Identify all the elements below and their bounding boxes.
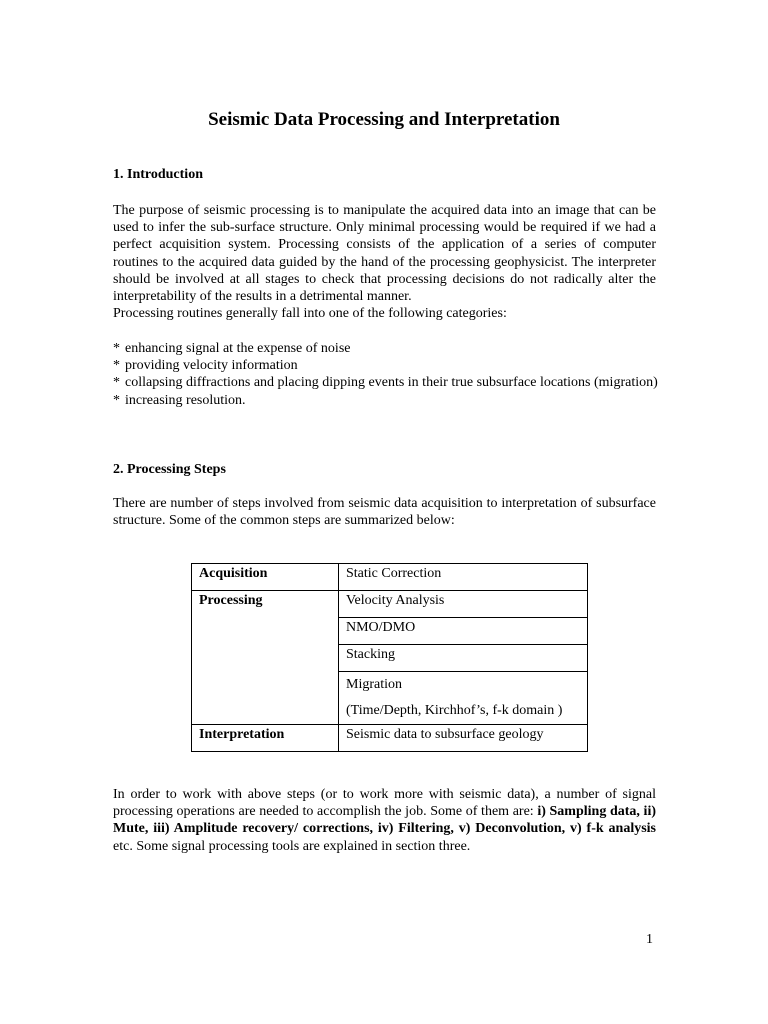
- category-list: [113, 340, 673, 409]
- processing-steps-intro: There are number of steps involved from seismic data acquisition to interpretation of subsurface structure. Some of the common steps are summarized below:: [113, 496, 656, 529]
- step-stacking: Stacking: [339, 645, 588, 672]
- list-item: * increasing resolution.: [113, 392, 246, 408]
- step-seismic-to-geology: Seismic data to subsurface geology: [339, 725, 588, 752]
- category-processing: Processing: [192, 591, 339, 725]
- table-row: [192, 591, 588, 618]
- migration-label: Migration: [346, 677, 402, 692]
- operations-list: i) Sampling data, ii) Mute, iii) Amplitude recovery/ corrections, iv) Filtering, v) Deconvolution, v) f-k analysis: [113, 804, 657, 837]
- section-heading-introduction: 1. Introduction: [113, 167, 203, 182]
- categories-lead-in: Processing routines generally fall into one of the following categories:: [113, 306, 507, 322]
- document-title: Seismic Data Processing and Interpretation: [208, 109, 560, 130]
- step-static-correction: Static Correction: [339, 564, 588, 591]
- signal-processing-paragraph: [113, 786, 656, 855]
- section-heading-processing-steps: 2. Processing Steps: [113, 462, 226, 477]
- closing-text-end: etc. Some signal processing tools are explained in section three.: [113, 838, 471, 854]
- step-velocity-analysis: Velocity Analysis: [339, 591, 588, 618]
- table-row: [192, 725, 588, 752]
- page-number: 1: [646, 932, 653, 947]
- category-interpretation: Interpretation: [192, 725, 339, 752]
- list-item: * collapsing diffractions and placing dipping events in their true subsurface locations (migration): [113, 375, 658, 391]
- introduction-text: The purpose of seismic processing is to manipulate the acquired data into an image that can be used to infer the sub-surface structure. Only minimal processing would be required if we had a perfect acquisition system. Processing consists of the application of a series of computer routines to the acquired data guided by the hand of the processing geophysicist. The interpreter should be involved at all stages to check that processing decisions do not radically alter the interpretability of the results in a detrimental manner.: [113, 203, 656, 305]
- step-nmo-dmo: NMO/DMO: [339, 618, 588, 645]
- list-item: * enhancing signal at the expense of noise: [113, 341, 351, 356]
- migration-note: (Time/Depth, Kirchhof’s, f-k domain ): [346, 703, 563, 718]
- list-item: * providing velocity information: [113, 358, 298, 374]
- step-migration: [339, 672, 588, 725]
- category-acquisition: Acquisition: [192, 564, 339, 591]
- processing-steps-table: [191, 563, 588, 752]
- closing-text-start: In order to work with above steps (or to work more with seismic data), a number of signal processing operations are needed to accomplish the job. Some of them are:: [113, 787, 656, 820]
- table-row: [192, 564, 588, 591]
- introduction-paragraph: [113, 202, 656, 322]
